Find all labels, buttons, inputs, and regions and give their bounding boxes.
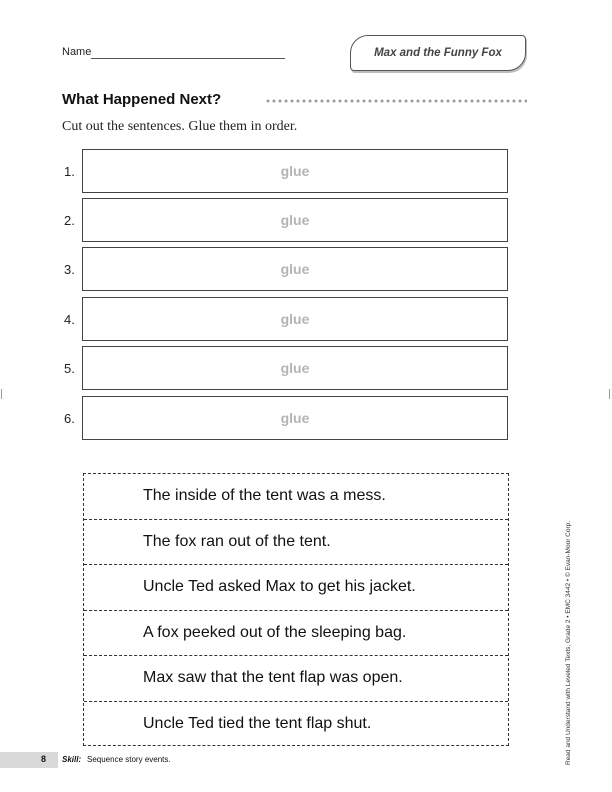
story-title: Max and the Funny Fox [374,47,502,59]
glue-label: glue [280,410,310,426]
sentence-strip: Uncle Ted tied the tent flap shut. [143,715,372,733]
glue-box [82,247,508,291]
glue-row-number: 5. [64,361,75,376]
glue-row [0,346,612,392]
glue-row [0,396,612,442]
name-write-line [91,58,285,59]
name-label: Name [62,46,92,58]
sentence-strip: The inside of the tent was a mess. [84,474,508,520]
glue-label: glue [280,311,310,327]
instructions: Cut out the sentences. Glue them in order. [62,119,298,134]
glue-row-number: 2. [64,213,75,228]
glue-row-number: 4. [64,312,75,327]
glue-row [0,297,612,343]
margin-tick-right [609,389,610,399]
side-credit: Read and Understand with Leveled Texts, Grade 2 • EMC 3442 • © Evan-Moor Corp. [565,520,572,765]
title-dotted-rule [265,99,527,103]
glue-label: glue [280,212,310,228]
glue-box [82,297,508,341]
section-title: What Happened Next? [62,91,222,108]
sentence-strip: The fox ran out of the tent. [84,520,508,566]
glue-box [82,396,508,440]
sentence-strip: Uncle Ted asked Max to get his jacket. [84,565,508,611]
glue-row-number: 1. [64,164,75,179]
skill-text: Sequence story events. [87,755,171,764]
glue-box [82,346,508,390]
glue-label: glue [280,261,310,277]
glue-row [0,149,612,195]
story-title-tab [350,35,526,71]
footer-band [0,752,58,768]
glue-row-number: 6. [64,411,75,426]
glue-row-number: 3. [64,262,75,277]
margin-tick-left [1,389,2,399]
cut-out-sentences [83,473,509,746]
glue-label: glue [280,163,310,179]
glue-box [82,149,508,193]
sentence-strip: Max saw that the tent flap was open. [84,656,508,702]
glue-box [82,198,508,242]
sentence-strip: A fox peeked out of the sleeping bag. [84,611,508,657]
glue-label: glue [280,360,310,376]
glue-row [0,198,612,244]
page-number: 8 [41,754,47,764]
glue-row [0,247,612,293]
skill-label: Skill: [62,755,82,764]
